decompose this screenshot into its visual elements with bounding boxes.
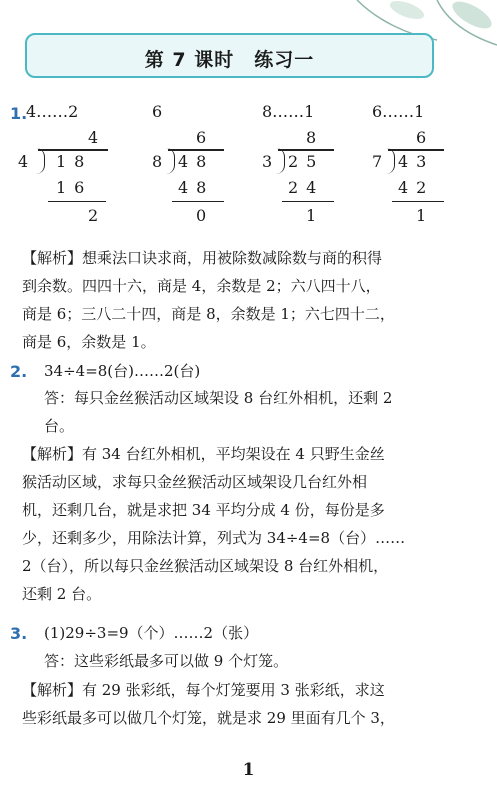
quotient: 4 xyxy=(88,128,99,147)
q2-equation: 34÷4=8(台)……2(台) xyxy=(44,362,201,380)
analysis-line: 到余数。四四十六，商是 4，余数是 2；六八四十八， xyxy=(22,277,381,295)
question-number-1: 1. xyxy=(10,104,28,123)
analysis-line: 些彩纸最多可以做几个灯笼，就是求 29 里面有几个 3， xyxy=(22,709,395,727)
division-bar xyxy=(38,149,108,151)
quotient: 6 xyxy=(196,128,207,147)
answer-line: 台。 xyxy=(44,417,75,435)
q2-analysis xyxy=(22,440,477,608)
analysis-line: 商是 6，余数是 1。 xyxy=(22,333,156,351)
subtraction-line xyxy=(172,201,224,202)
q1-analysis xyxy=(22,244,477,356)
quotient: 8 xyxy=(306,128,317,147)
analysis-line: 机，还剩几台，就是求把 34 平均分成 4 份，每份是多 xyxy=(22,501,385,519)
q3-answer: 答：这些彩纸最多可以做 9 个灯笼。 xyxy=(44,652,289,670)
dividend: 25 xyxy=(288,152,325,171)
division-result: 6……1 xyxy=(372,102,425,121)
division-bracket xyxy=(276,148,285,174)
long-division-3 xyxy=(262,102,362,242)
product: 16 xyxy=(56,178,93,197)
analysis-line: 商是 6；三八二十四，商是 8，余数是 1；六七四十二， xyxy=(22,305,395,323)
division-bracket xyxy=(386,148,395,174)
product: 48 xyxy=(178,178,215,197)
division-bar xyxy=(168,149,224,151)
remainder: 1 xyxy=(306,206,317,225)
subtraction-line xyxy=(282,201,334,202)
analysis-line: 少，还剩多少，用除法计算，列式为 34÷4=8（台）…… xyxy=(22,529,406,547)
divisor: 7 xyxy=(372,152,383,171)
divisor: 8 xyxy=(152,152,163,171)
division-bracket xyxy=(36,148,45,174)
long-division-1 xyxy=(18,102,126,242)
subtraction-line xyxy=(48,201,106,202)
product: 24 xyxy=(288,178,325,197)
answer-line: 答：每只金丝猴活动区域架设 8 台红外相机，还剩 2 xyxy=(44,389,393,407)
analysis-line: 2（台），所以每只金丝猴活动区域架设 8 台红外相机， xyxy=(22,557,389,575)
division-result: 8……1 xyxy=(262,102,315,121)
product: 42 xyxy=(398,178,435,197)
divisor: 3 xyxy=(262,152,273,171)
divisor: 4 xyxy=(18,152,29,171)
dividend: 18 xyxy=(56,152,93,171)
remainder: 0 xyxy=(196,206,207,225)
lesson-title: 第 7 课时 练习一 xyxy=(144,49,315,71)
dividend: 43 xyxy=(398,152,435,171)
page-number: 1 xyxy=(242,760,255,780)
lesson-title-box xyxy=(25,33,434,78)
remainder: 1 xyxy=(416,206,427,225)
quotient: 6 xyxy=(416,128,427,147)
analysis-line: 【解析】有 29 张彩纸，每个灯笼要用 3 张彩纸，求这 xyxy=(22,681,385,699)
question-number-3: 3. xyxy=(10,624,28,643)
q3-equation: (1)29÷3=9（个）……2（张） xyxy=(44,624,259,642)
q2-answer xyxy=(22,384,477,440)
division-result: 6 xyxy=(152,102,163,121)
q3-analysis xyxy=(22,676,477,732)
division-bar xyxy=(388,149,444,151)
remainder: 2 xyxy=(88,206,99,225)
division-bracket xyxy=(166,148,175,174)
analysis-line: 【解析】有 34 台红外相机，平均架设在 4 只野生金丝 xyxy=(22,445,385,463)
long-division-4 xyxy=(372,102,472,242)
analysis-line: 猴活动区域，求每只金丝猴活动区域架设几台红外相 xyxy=(22,473,368,491)
question-number-2: 2. xyxy=(10,362,28,381)
analysis-line: 还剩 2 台。 xyxy=(22,585,102,603)
division-bar xyxy=(278,149,334,151)
analysis-line: 【解析】想乘法口诀求商，用被除数减除数与商的积得 xyxy=(22,249,383,267)
long-division-2 xyxy=(152,102,252,242)
subtraction-line xyxy=(392,201,444,202)
division-result: 4……2 xyxy=(26,102,79,121)
dividend: 48 xyxy=(178,152,215,171)
